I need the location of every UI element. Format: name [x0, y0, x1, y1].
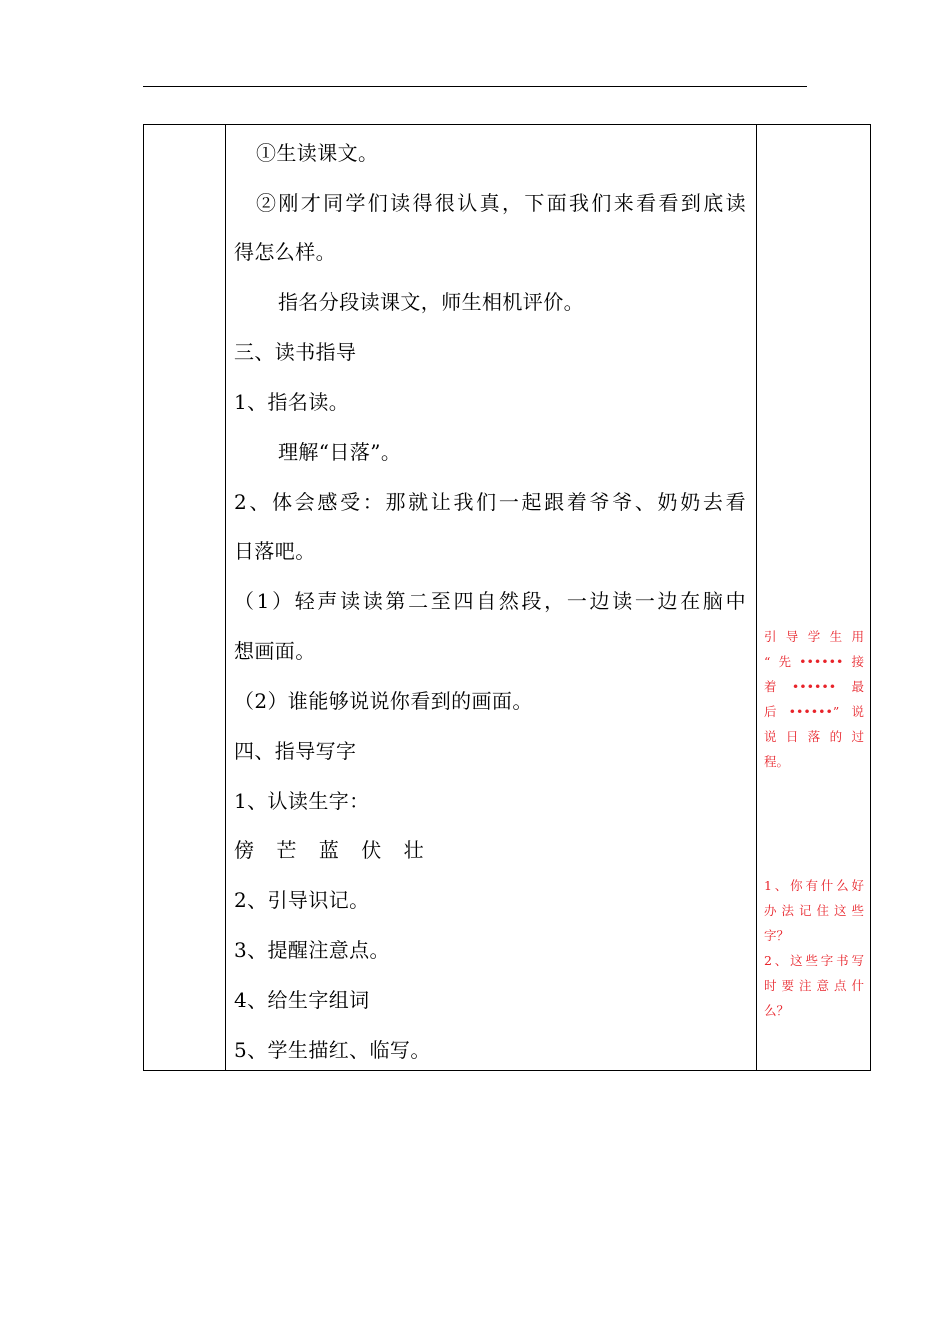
note-line: 引导学生用 [764, 629, 864, 644]
content-line: 1、认读生字： [234, 789, 370, 813]
content-line: ②刚才同学们读得很认真，下面我们来看看到底读 [256, 191, 746, 215]
new-character: 蓝 [318, 838, 340, 862]
section-heading: 四、指导写字 [234, 739, 357, 763]
column-divider-right [756, 125, 757, 1070]
new-characters-list [234, 836, 446, 864]
content-line: 5、学生描红、临写。 [234, 1038, 431, 1062]
note-line: 2、这些字书写 [764, 953, 864, 968]
note-line: 说日落的过 [764, 729, 864, 744]
content-line: 2、引导识记。 [234, 888, 370, 912]
section-heading: 三、读书指导 [234, 340, 357, 364]
lesson-table [143, 124, 871, 1071]
content-line: 得怎么样。 [234, 240, 336, 264]
note-line: 时要注意点什 [764, 978, 864, 993]
content-line: 4、给生字组词 [234, 988, 370, 1012]
content-line: 3、提醒注意点。 [234, 938, 390, 962]
content-line: 指名分段读课文，师生相机评价。 [278, 290, 584, 314]
note-line: 程。 [764, 754, 790, 769]
teacher-note [764, 873, 864, 1023]
content-line: （1）轻声读读第二至四自然段，一边读一边在脑中 [234, 589, 746, 613]
note-line: 办法记住这些 [764, 903, 864, 918]
content-line: 理解“日落”。 [278, 440, 402, 464]
new-character: 壮 [403, 838, 425, 862]
content-line: 1、指名读。 [234, 390, 350, 414]
note-line: 么？ [764, 1003, 790, 1018]
teacher-note [764, 624, 864, 774]
content-line: 日落吧。 [234, 539, 316, 563]
header-rule [143, 86, 807, 87]
content-line: （2）谁能够说说你看到的画面。 [234, 689, 533, 713]
content-line: ①生读课文。 [256, 141, 379, 165]
note-line: “先••••••接 [764, 654, 864, 669]
note-line: 1、你有什么好 [764, 878, 864, 893]
new-character: 傍 [234, 838, 255, 862]
note-line: 字？ [764, 928, 790, 943]
new-character: 芒 [276, 838, 297, 862]
column-divider-left [225, 125, 226, 1070]
note-line: 着••••••最 [764, 679, 864, 694]
content-line: 想画面。 [234, 639, 316, 663]
content-line: 2、体会感受：那就让我们一起跟着爷爷、奶奶去看 [234, 490, 746, 514]
note-line: 后••••••”说 [764, 704, 864, 719]
new-character: 伏 [361, 838, 382, 862]
